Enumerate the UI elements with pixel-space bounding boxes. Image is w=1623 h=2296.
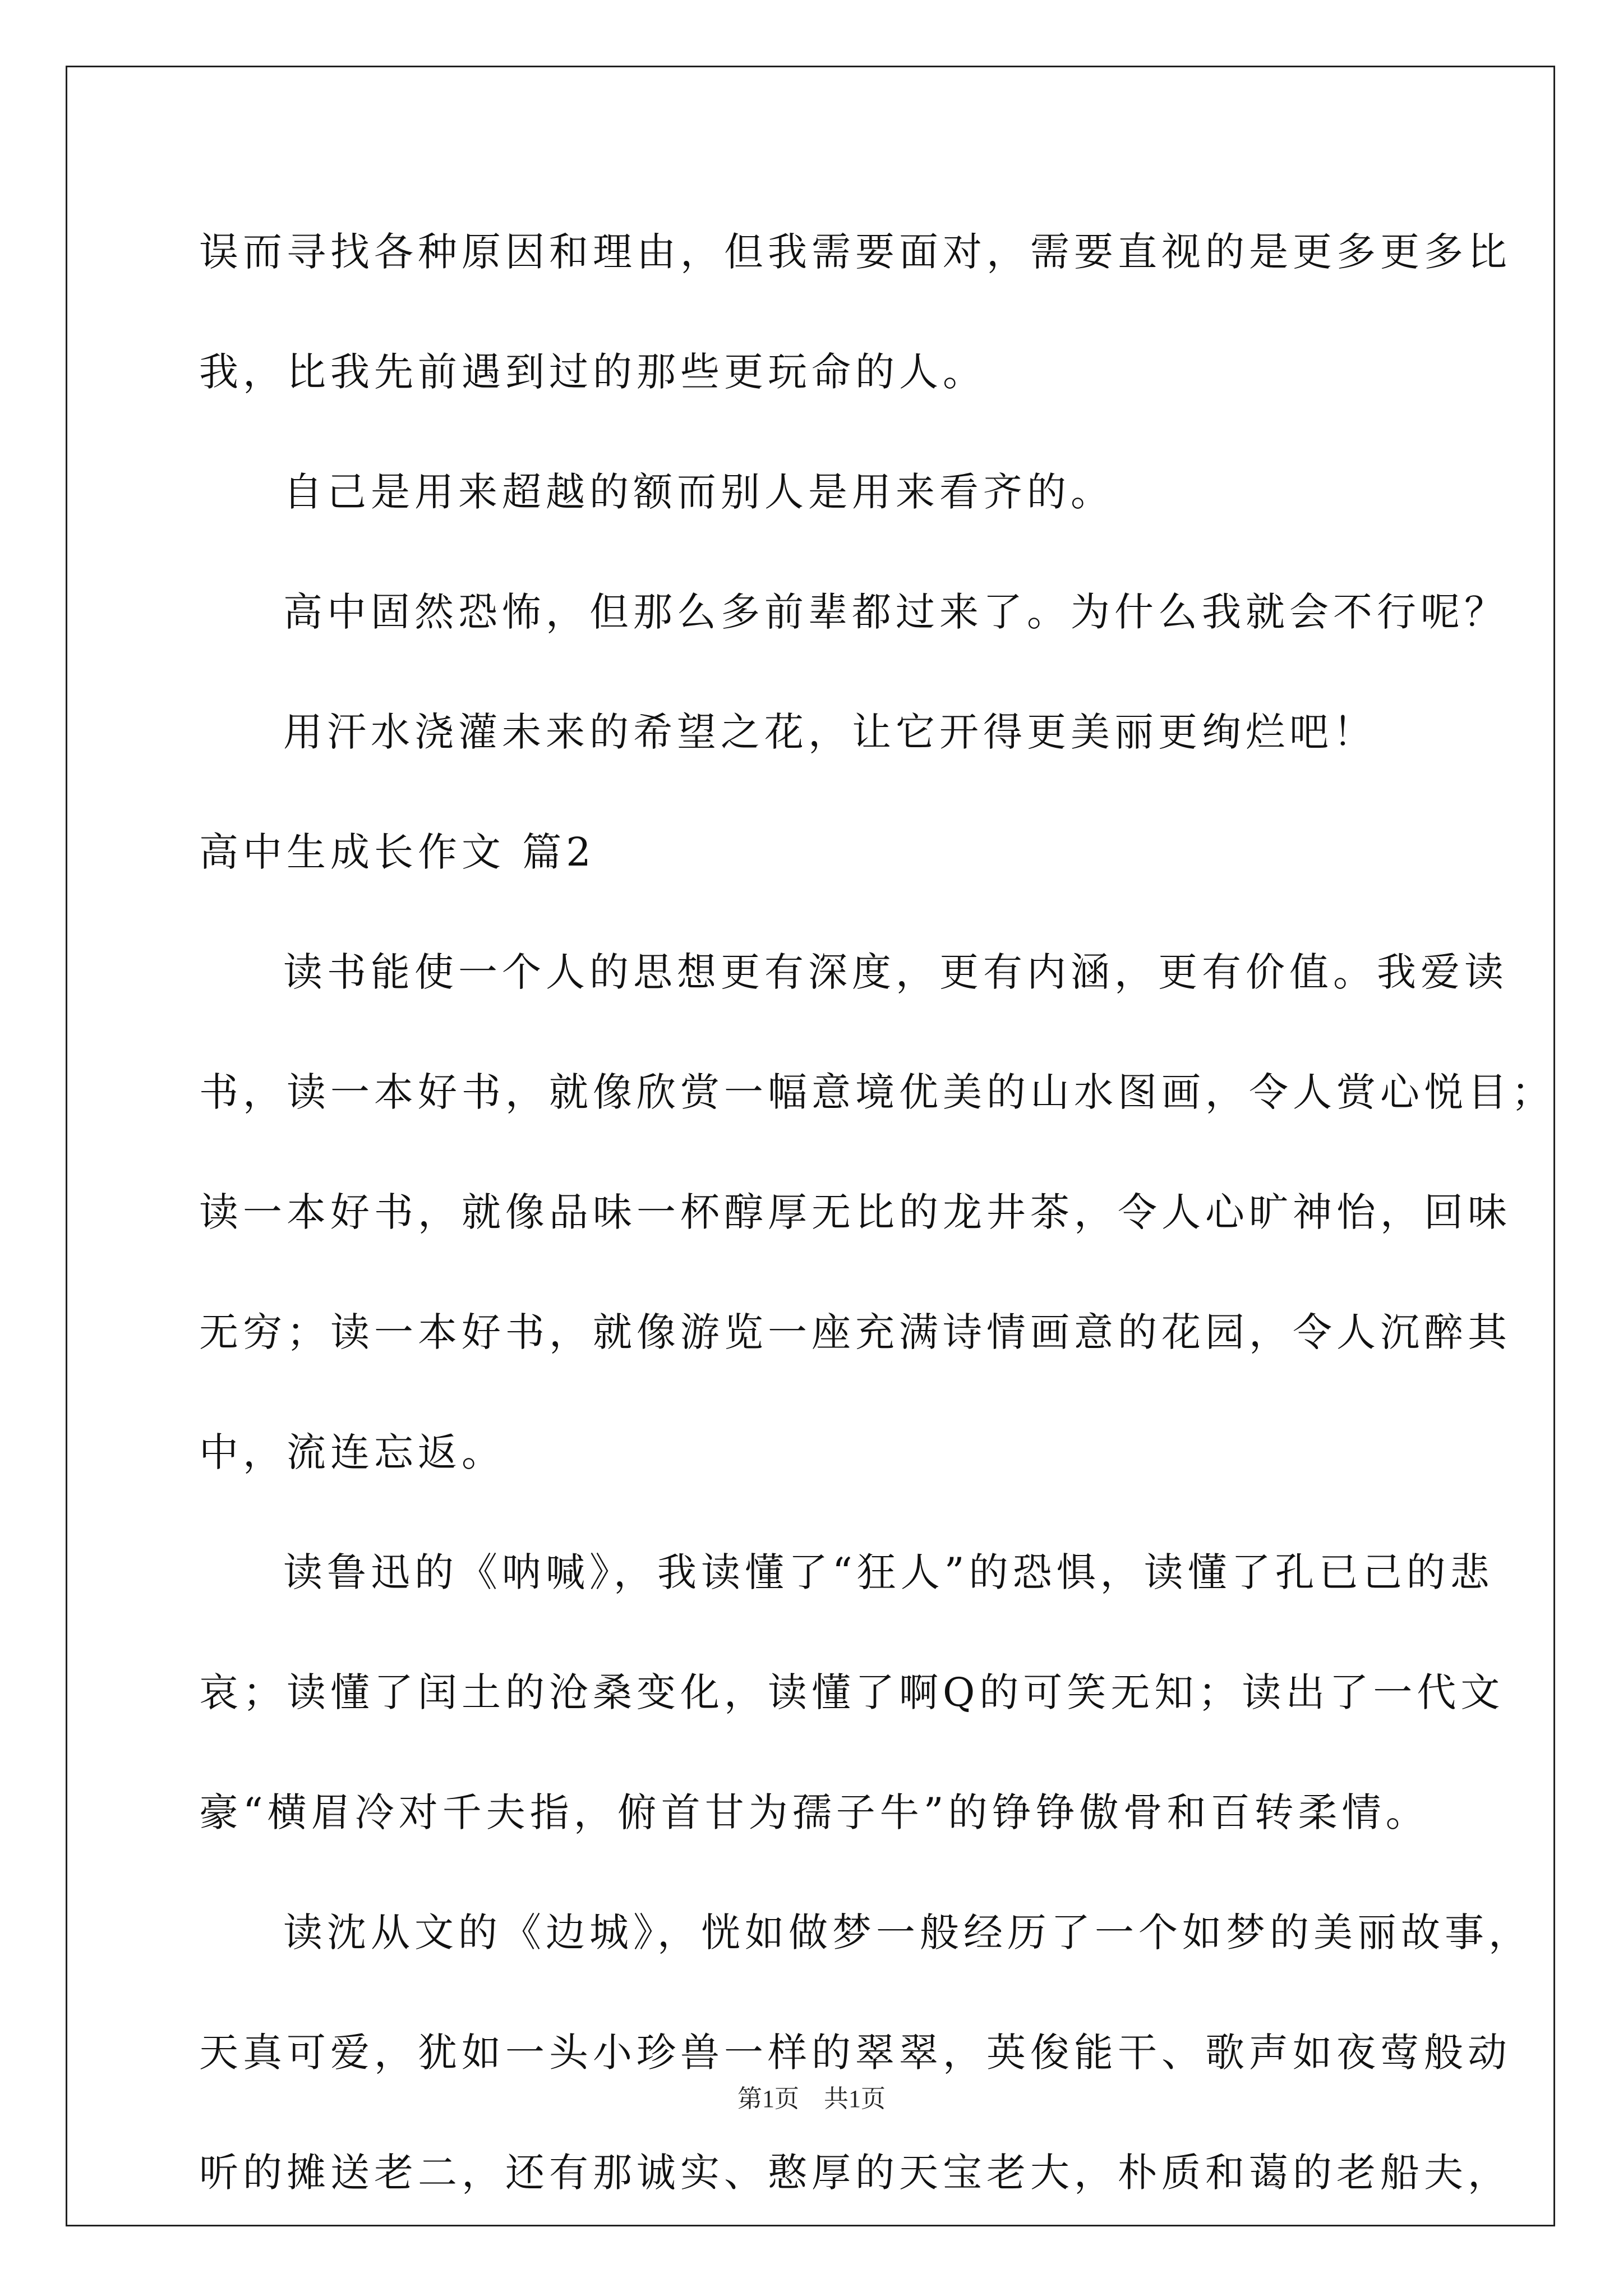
paragraph-start: 高中固然恐怖，但那么多前辈都过来了。为什么我就会不行呢？ <box>283 589 1508 635</box>
paragraph-start: 读书能使一个人的思想更有深度，更有内涵，更有价值。我爱读 <box>283 949 1508 995</box>
text-line: 无穷；读一本好书，就像游览一座充满诗情画意的花园，令人沉醉其 <box>199 1309 1511 1355</box>
paragraph-start: 自己是用来超越的额而别人是用来看齐的。 <box>283 469 1114 515</box>
text-line: 中，流连忘返。 <box>199 1429 505 1475</box>
text-line: 我，比我先前遇到过的那些更玩命的人。 <box>199 349 986 395</box>
text-line: 哀；读懂了闰土的沧桑变化，读懂了啊Q的可笑无知；读出了一代文 <box>199 1669 1505 1715</box>
paragraph-start: 用汗水浇灌未来的希望之花，让它开得更美丽更绚烂吧！ <box>283 709 1377 755</box>
text-line: 豪“横眉冷对千夫指，俯首甘为孺子牛”的铮铮傲骨和百转柔情。 <box>199 1789 1430 1835</box>
text-line: 误而寻找各种原因和理由，但我需要面对，需要直视的是更多更多比 <box>199 229 1511 275</box>
text-line: 书，读一本好书，就像欣赏一幅意境优美的山水图画，令人赏心悦目； <box>199 1069 1555 1115</box>
text-line: 听的摊送老二，还有那诚实、憨厚的天宝老大，朴质和蔼的老船夫， <box>199 2150 1511 2196</box>
page-footer: 第1页 共1页 <box>737 2085 886 2113</box>
text-line: 读一本好书，就像品味一杯醇厚无比的龙井茶，令人心旷神怡，回味 <box>199 1189 1511 1235</box>
paragraph-start: 读沈从文的《边城》，恍如做梦一般经历了一个如梦的美丽故事， <box>283 1910 1532 1955</box>
text-line: 天真可爱，犹如一头小珍兽一样的翠翠，英俊能干、歌声如夜莺般动 <box>199 2030 1511 2076</box>
document-body <box>199 215 1555 2256</box>
section-heading: 高中生成长作文 篇2 <box>199 829 596 875</box>
paragraph-start: 读鲁迅的《呐喊》，我读懂了“狂人”的恐惧，读懂了孔已己的悲 <box>283 1549 1494 1595</box>
